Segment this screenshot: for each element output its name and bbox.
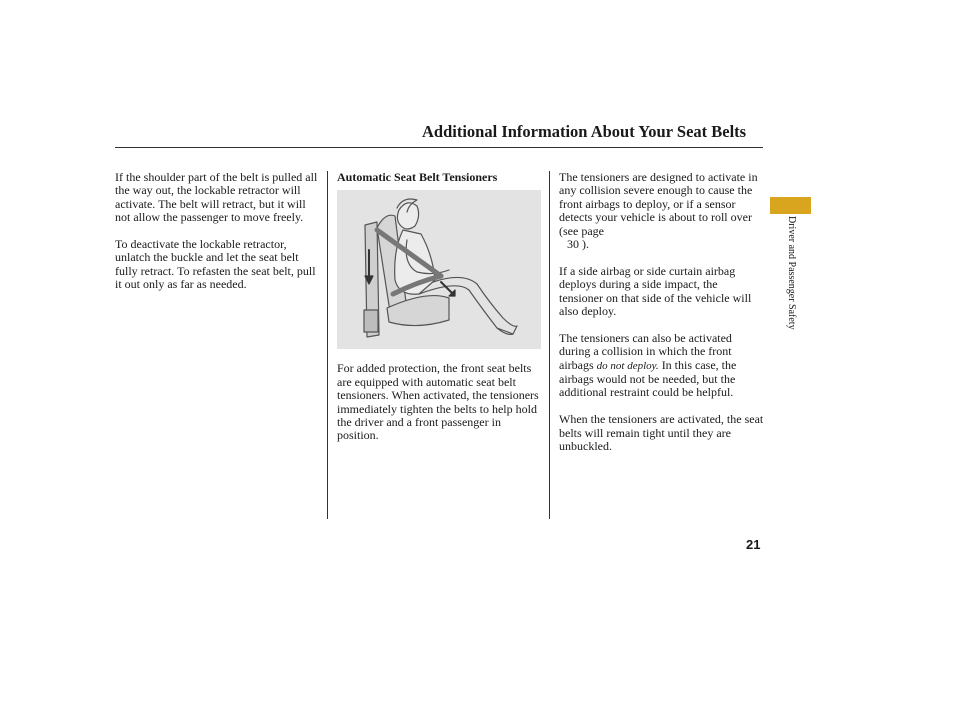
page-number: 21 bbox=[746, 537, 761, 552]
column3-paragraph-1-text: The tensioners are designed to activate in any collision severe enough to cause the front airbags to deploy, or if a sensor detects your vehicle is about to roll over (see page bbox=[559, 170, 758, 238]
column1-paragraph-2: To deactivate the lockable retractor, unlatch the buckle and let the seat belt fully retract. To refasten the seat belt, pull it out only as far as needed. bbox=[115, 237, 316, 292]
column3-paragraph-3 bbox=[559, 332, 764, 400]
section-tab bbox=[770, 197, 811, 214]
page-reference: 30 ). bbox=[567, 237, 589, 252]
page-title: Additional Information About Your Seat Belts bbox=[422, 122, 747, 141]
seat-belt-illustration bbox=[337, 190, 541, 349]
title-rule bbox=[115, 147, 763, 148]
column-divider-1 bbox=[327, 171, 328, 519]
column-2 bbox=[337, 171, 542, 456]
column2-paragraph-1: For added protection, the front seat belts are equipped with automatic seat belt tensioners. When activated, the tensioners immediately tighten the belts to help hold the driver and a front passenger in position. bbox=[337, 361, 539, 443]
column-1 bbox=[115, 171, 320, 305]
column3-paragraph-3-end: In this case, the airbags would not be needed, but the additional restraint could be helpful. bbox=[559, 357, 737, 400]
column-divider-2 bbox=[549, 171, 550, 519]
seated-passenger-icon bbox=[337, 190, 541, 349]
section-side-label: Driver and Passenger Safety bbox=[786, 216, 797, 330]
column3-paragraph-3-start: The tensioners can also be activated during a collision in which the front airbags bbox=[559, 330, 732, 372]
column1-paragraph-1: If the shoulder part of the belt is pulled all the way out, the lockable retractor will activate. The belt will retract, but it will not allow the passenger to move freely. bbox=[115, 170, 318, 225]
do-not-deploy-emphasis: do not deploy. bbox=[596, 359, 659, 372]
section-heading: Automatic Seat Belt Tensioners bbox=[337, 170, 498, 184]
column3-paragraph-2: If a side airbag or side curtain airbag deploys during a side impact, the tensioner on that side of the vehicle will also deploy. bbox=[559, 263, 752, 319]
column3-paragraph-1 bbox=[559, 171, 764, 251]
column-3 bbox=[559, 171, 764, 467]
column3-paragraph-4: When the tensioners are activated, the seat belts will remain tight until they are unbuckled. bbox=[559, 412, 764, 454]
